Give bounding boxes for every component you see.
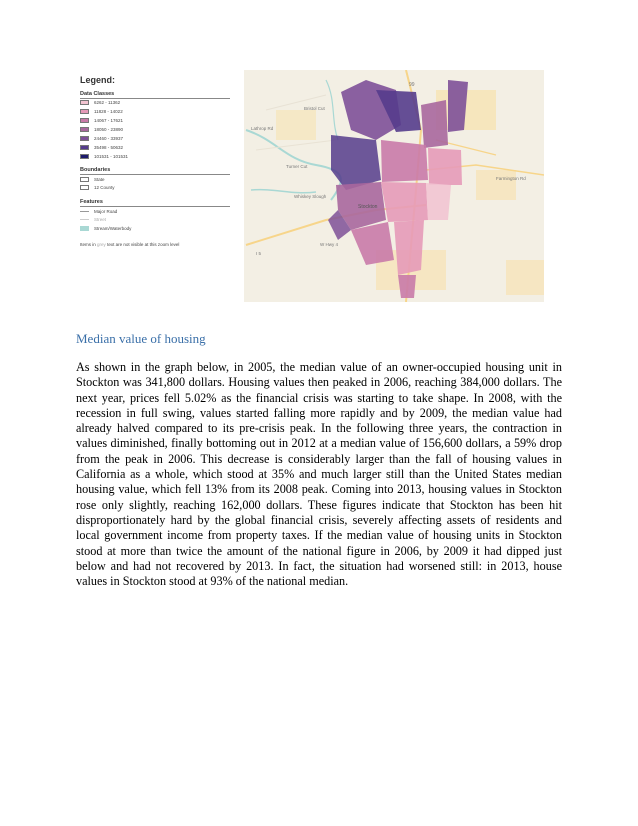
data-class-label: 101531 - 101531 — [94, 154, 129, 159]
brichal-label: Bristol Cut — [304, 106, 325, 111]
county-swatch — [80, 185, 89, 191]
state-label: State — [94, 177, 105, 182]
legend-row-data-class — [80, 108, 123, 115]
map-legend — [76, 70, 244, 302]
farmington-label: Farmington Rd — [496, 176, 526, 181]
note-grey: grey — [97, 242, 106, 247]
data-classes-header: Data Classes — [80, 91, 230, 99]
data-class-swatch — [80, 100, 89, 106]
note-suffix: text are not visible at this zoom level — [107, 242, 180, 247]
hwy-5-label: I 5 — [256, 251, 262, 256]
legend-row-data-class — [80, 126, 123, 133]
data-class-label: 14067 - 17621 — [94, 118, 124, 123]
data-class-label: 35498 - 50632 — [94, 145, 124, 150]
street-swatch — [80, 219, 89, 220]
legend-row-data-class — [80, 117, 123, 124]
major-road-swatch — [80, 211, 89, 212]
county-label: 12 County — [94, 185, 115, 190]
legend-row-data-class — [80, 144, 123, 151]
data-class-label: 24460 - 33937 — [94, 136, 124, 141]
whiskey-label: Whiskey Slough — [294, 194, 327, 199]
boundaries-header: Boundaries — [80, 167, 230, 175]
legend-row-state — [80, 176, 105, 183]
legend-row-stream — [80, 225, 131, 232]
wh-4-label: W Hwy 4 — [320, 242, 338, 247]
note-prefix: Items in — [80, 242, 96, 247]
legend-row-county — [80, 184, 115, 191]
stream-label: Stream/Waterbody — [94, 226, 132, 231]
data-class-label: 11828 - 14022 — [94, 109, 123, 114]
data-class-label: 6262 - 11362 — [94, 100, 121, 105]
legend-row-data-class — [80, 135, 123, 142]
data-class-swatch — [80, 127, 89, 133]
data-class-swatch — [80, 154, 89, 160]
legend-row-major-road — [80, 208, 117, 215]
street-label: Street — [94, 217, 107, 222]
features-header: Features — [80, 199, 230, 207]
stockton-label: Stockton — [358, 204, 378, 210]
legend-title: Legend: — [80, 75, 115, 85]
road-99-label: 99 — [409, 82, 415, 88]
legend-row-data-class — [80, 99, 120, 106]
legend-row-data-class — [80, 153, 128, 160]
lathrop-label: Lathrop Rd — [251, 126, 274, 131]
data-class-label: 18050 - 23890 — [94, 127, 124, 132]
section-heading: Median value of housing — [76, 331, 206, 346]
major-road-label: Major Road — [94, 209, 118, 214]
data-class-swatch — [80, 136, 89, 142]
data-class-swatch — [80, 145, 89, 151]
body-paragraph: As shown in the graph below, in 2005, the median value of an owner-occupied housing unit in Stockton was 341,800 dollars. Housing values then peaked in 2006, reaching 384,000 dollars. The next year, prices fell 5.02% as the financial crisis was starting to take shape. In 2008, with the recession in full swing, values started falling more rapidly and by 2009, the median value had already halved compared to its pre-crisis peak. In the following three years, the contraction in values diminished, finally bottoming out in 2012 at a median value of 156,600 dollars, a 59% drop from the peak in 2006. This decrease is considerably larger than the fall of housing values in California as a whole, which stood at 35% and much larger still than the United States median housing value, which fell 13% from its 2008 peak. Coming into 2013, housing values in Stockton rose only slightly, reaching 162,000 dollars. These figures indicate that Stockton has been hit disproportionately hard by the global financial crisis, severely affecting assets of residents and local government income from property taxes. If the median value of housing units in Stockton stood at more than twice the amount of the national figure in 2006, by 2009 it had dipped just below and had not recovered by 2013. In fact, the situation had worsened still: in 2013, house values in Stockton stood at 93% of the national median. — [76, 360, 562, 589]
state-swatch — [80, 177, 89, 183]
stream-swatch — [80, 226, 89, 232]
data-class-swatch — [80, 118, 89, 124]
choropleth-map — [76, 70, 544, 302]
data-class-swatch — [80, 109, 89, 115]
turner-label: Turner Cut — [286, 164, 308, 169]
legend-note — [80, 242, 179, 247]
legend-row-street — [80, 216, 106, 223]
